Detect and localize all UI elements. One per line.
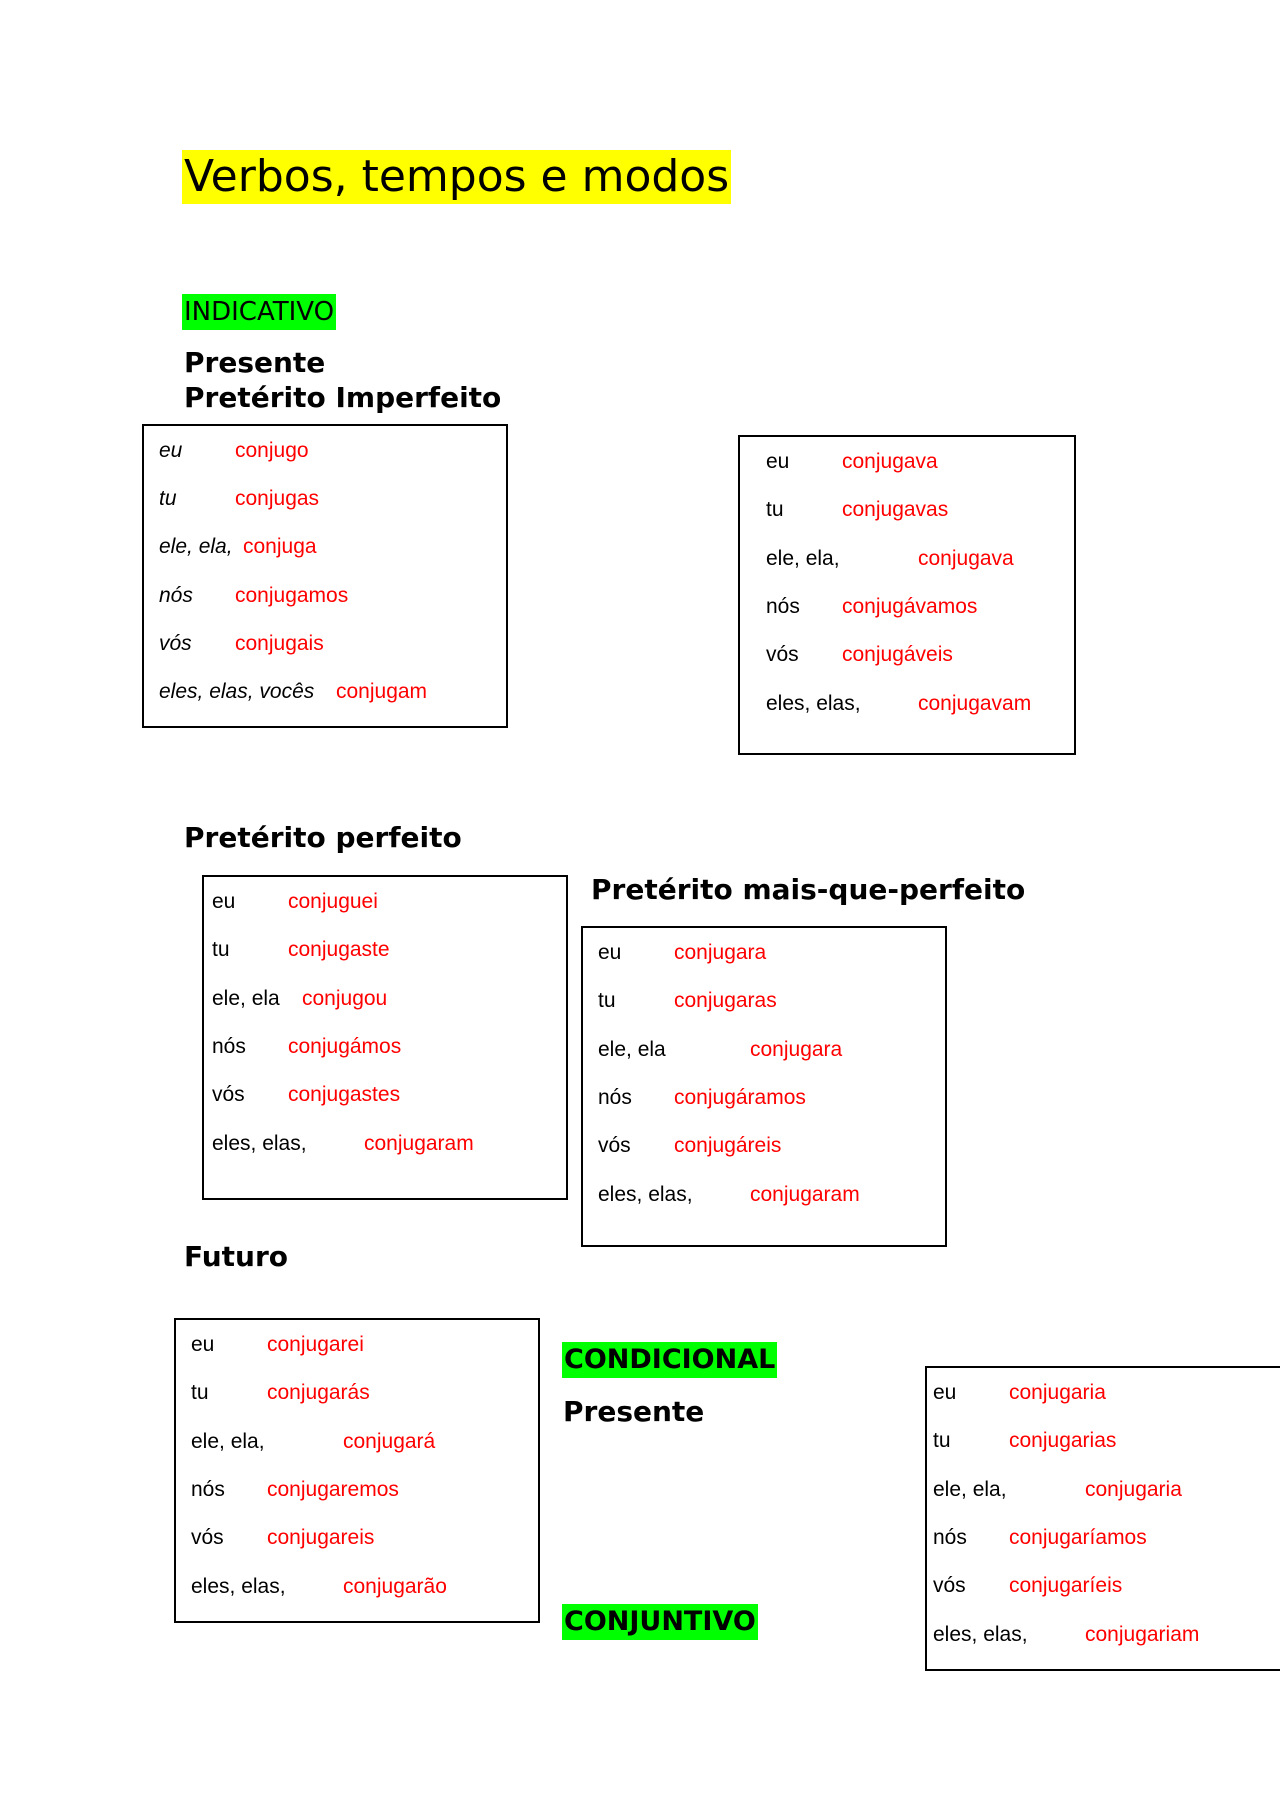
pronoun: tu — [598, 989, 616, 1012]
verb-form: conjugava — [918, 547, 1014, 570]
verb-form: conjugava — [842, 450, 938, 473]
pronoun: nós — [212, 1035, 246, 1058]
heading-futuro: Futuro — [184, 1240, 289, 1273]
verb-form: conjugaram — [750, 1183, 860, 1206]
verb-form: conjugaria — [1009, 1381, 1106, 1404]
pronoun: eu — [212, 890, 236, 913]
verb-form: conjugo — [235, 439, 309, 462]
pronoun: vós — [212, 1083, 245, 1106]
pronoun: eu — [159, 439, 183, 462]
pronoun: ele, ela, — [933, 1478, 1007, 1501]
mode-label-indicativo: INDICATIVO — [182, 294, 336, 330]
table-futuro — [174, 1318, 540, 1623]
pronoun: nós — [191, 1478, 225, 1501]
verb-form: conjugaria — [1085, 1478, 1182, 1501]
pronoun: eu — [191, 1333, 215, 1356]
verb-form: conjugaram — [364, 1132, 474, 1155]
pronoun: eles, elas, — [598, 1183, 693, 1206]
pronoun: vós — [159, 632, 192, 655]
document-title: Verbos, tempos e modos — [184, 151, 730, 202]
pronoun: tu — [191, 1381, 209, 1404]
pronoun: ele, ela, — [191, 1430, 265, 1453]
verb-form: conjugamos — [235, 584, 349, 607]
heading-preterito-imperfeito: Pretérito Imperfeito — [184, 381, 502, 414]
verb-form: conjugavam — [918, 692, 1032, 715]
verb-form: conjugámos — [288, 1035, 402, 1058]
verb-form: conjugara — [674, 941, 767, 964]
verb-form: conjugávamos — [842, 595, 978, 618]
verb-form: conjugam — [336, 680, 428, 703]
table-condicional-presente — [925, 1366, 1280, 1671]
pronoun: eles, elas, — [212, 1132, 307, 1155]
pronoun: ele, ela, — [159, 535, 233, 558]
heading-presente: Presente — [184, 346, 326, 379]
pronoun: vós — [191, 1526, 224, 1549]
verb-form: conjugariam — [1085, 1623, 1200, 1646]
pronoun: tu — [933, 1429, 951, 1452]
table-preterito-mais-que-perfeito — [581, 926, 947, 1247]
heading-condicional-presente: Presente — [563, 1395, 705, 1428]
verb-form: conjugaríamos — [1009, 1526, 1147, 1549]
verb-form: conjugou — [302, 987, 388, 1010]
pronoun: nós — [933, 1526, 967, 1549]
verb-form: conjugastes — [288, 1083, 401, 1106]
verb-form: conjugáveis — [842, 643, 953, 666]
pronoun: vós — [598, 1134, 631, 1157]
verb-form: conjugaremos — [267, 1478, 399, 1501]
pronoun: eu — [766, 450, 790, 473]
pronoun: vós — [933, 1574, 966, 1597]
pronoun: nós — [766, 595, 800, 618]
verb-form: conjugavas — [842, 498, 949, 521]
verb-form: conjugarás — [267, 1381, 370, 1404]
pronoun: eu — [598, 941, 622, 964]
pronoun: nós — [598, 1086, 632, 1109]
heading-preterito-perfeito: Pretérito perfeito — [184, 821, 462, 854]
verb-form: conjugáreis — [674, 1134, 782, 1157]
heading-preterito-mais-que-perfeito: Pretérito mais-que-perfeito — [591, 873, 1026, 906]
pronoun: eles, elas, vocês — [159, 680, 315, 703]
pronoun: nós — [159, 584, 193, 607]
mode-label-conjuntivo: CONJUNTIVO — [562, 1604, 758, 1640]
pronoun: vós — [766, 643, 799, 666]
table-preterito-perfeito — [202, 875, 568, 1200]
pronoun: ele, ela — [598, 1038, 666, 1061]
verb-form: conjugáramos — [674, 1086, 806, 1109]
pronoun: tu — [212, 938, 230, 961]
pronoun: ele, ela, — [766, 547, 840, 570]
pronoun: eu — [933, 1381, 957, 1404]
verb-form: conjuguei — [288, 890, 378, 913]
table-presente — [142, 424, 508, 728]
verb-form: conjugarei — [267, 1333, 364, 1356]
mode-label-condicional: CONDICIONAL — [562, 1342, 777, 1378]
pronoun: eles, elas, — [191, 1575, 286, 1598]
pronoun: tu — [159, 487, 177, 510]
verb-form: conjuga — [243, 535, 317, 558]
verb-form: conjugarão — [343, 1575, 447, 1598]
pronoun: ele, ela — [212, 987, 280, 1010]
verb-form: conjugas — [235, 487, 320, 510]
verb-form: conjugaríeis — [1009, 1574, 1123, 1597]
verb-form: conjugareis — [267, 1526, 375, 1549]
verb-form: conjugaste — [288, 938, 390, 961]
verb-form: conjugará — [343, 1430, 436, 1453]
verb-form: conjugara — [750, 1038, 843, 1061]
table-preterito-imperfeito — [738, 435, 1076, 755]
pronoun: eles, elas, — [933, 1623, 1028, 1646]
verb-form: conjugaras — [674, 989, 777, 1012]
pronoun: tu — [766, 498, 784, 521]
pronoun: eles, elas, — [766, 692, 861, 715]
verb-form: conjugais — [235, 632, 324, 655]
verb-form: conjugarias — [1009, 1429, 1117, 1452]
